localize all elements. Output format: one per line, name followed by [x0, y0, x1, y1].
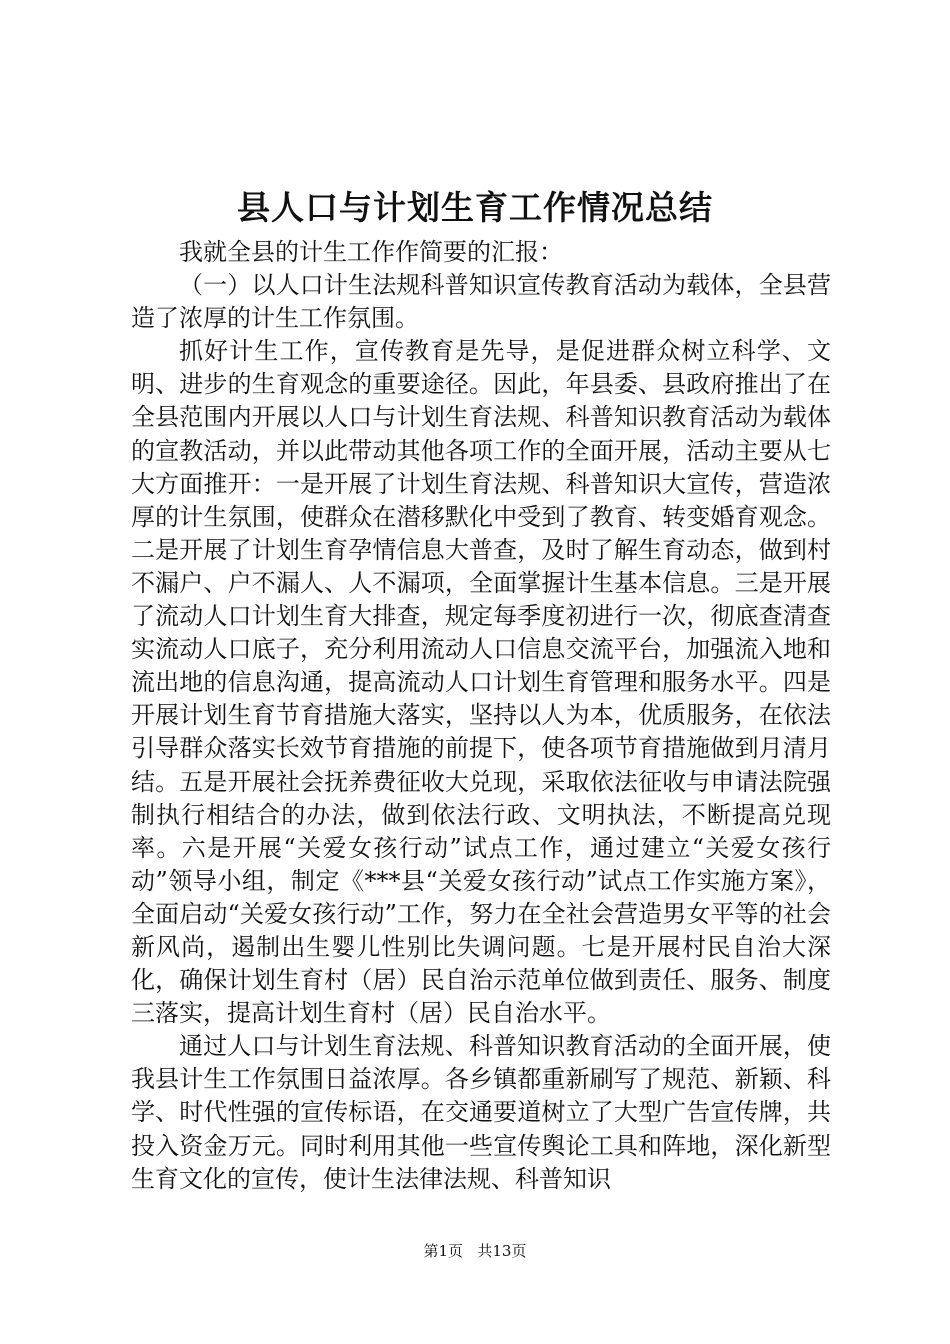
paragraph-section-heading: （一）以人口计生法规科普知识宣传教育活动为载体，全县营造了浓厚的计生工作氛围。: [131, 271, 831, 333]
paragraph-main: 抓好计生工作，宣传教育是先导，是促进群众树立科学、文明、进步的生育观念的重要途径。因此，年县委、县政府推出了在全县范围内开展以人口与计划生育法规、科普知识教育活动为载体的宣教活动，并以此带动其他各项工作的全面开展，活动主要从七大方面推开：一是开展了计划生育法规、科普知识大宣传，营造浓厚的计生氛围，使群众在潜移默化中受到了教育、转变婚育观念。二是开展了计划生育孕情信息大普查，及时了解生育动态，做到村不漏户、户不漏人、人不漏项，全面掌握计生基本信息。三是开展了流动人口计划生育大排查，规定每季度初进行一次，彻底查清查实流动人口底子，充分利用流动人口信息交流平台，加强流入地和流出地的信息沟通，提高流动人口计划生育管理和服务水平。四是开展计划生育节育措施大落实，坚持以人为本，优质服务，在依法引导群众落实长效节育措施的前提下，使各项节育措施做到月清月结。五是开展社会抚养费征收大兑现，采取依法征收与申请法院强制执行相结合的办法，做到依法行政、文明执法，不断提高兑现率。六是开展“关爱女孩行动”试点工作，通过建立“关爱女孩行动”领导小组，制定《***县“关爱女孩行动”试点工作实施方案》，全面启动“关爱女孩行动”工作，努力在全社会营造男女平等的社会新风尚，遏制出生婴儿性别比失调问题。七是开展村民自治大深化，确保计划生育村（居）民自治示范单位做到责任、服务、制度三落实，提高计划生育村（居）民自治水平。: [131, 337, 831, 1028]
page-footer: [0, 1241, 950, 1261]
paragraph-intro: 我就全县的计生工作作简要的汇报：: [179, 238, 563, 266]
page-total: 共13页: [477, 1242, 527, 1260]
document-body: [131, 236, 831, 1196]
page-number: 第1页: [423, 1242, 464, 1260]
paragraph-results: 通过人口与计划生育法规、科普知识教育活动的全面开展，使我县计生工作氛围日益浓厚。各乡镇都重新刷写了规范、新颖、科学、时代性强的宣传标语，在交通要道树立了大型广告宣传牌，共投入资金万元。同时利用其他一些宣传舆论工具和阵地，深化新型生育文化的宣传，使计生法律法规、科普知识: [131, 1032, 831, 1193]
footer-spacer: [468, 1242, 473, 1260]
document-title: 县人口与计划生育工作情况总结: [237, 188, 713, 227]
